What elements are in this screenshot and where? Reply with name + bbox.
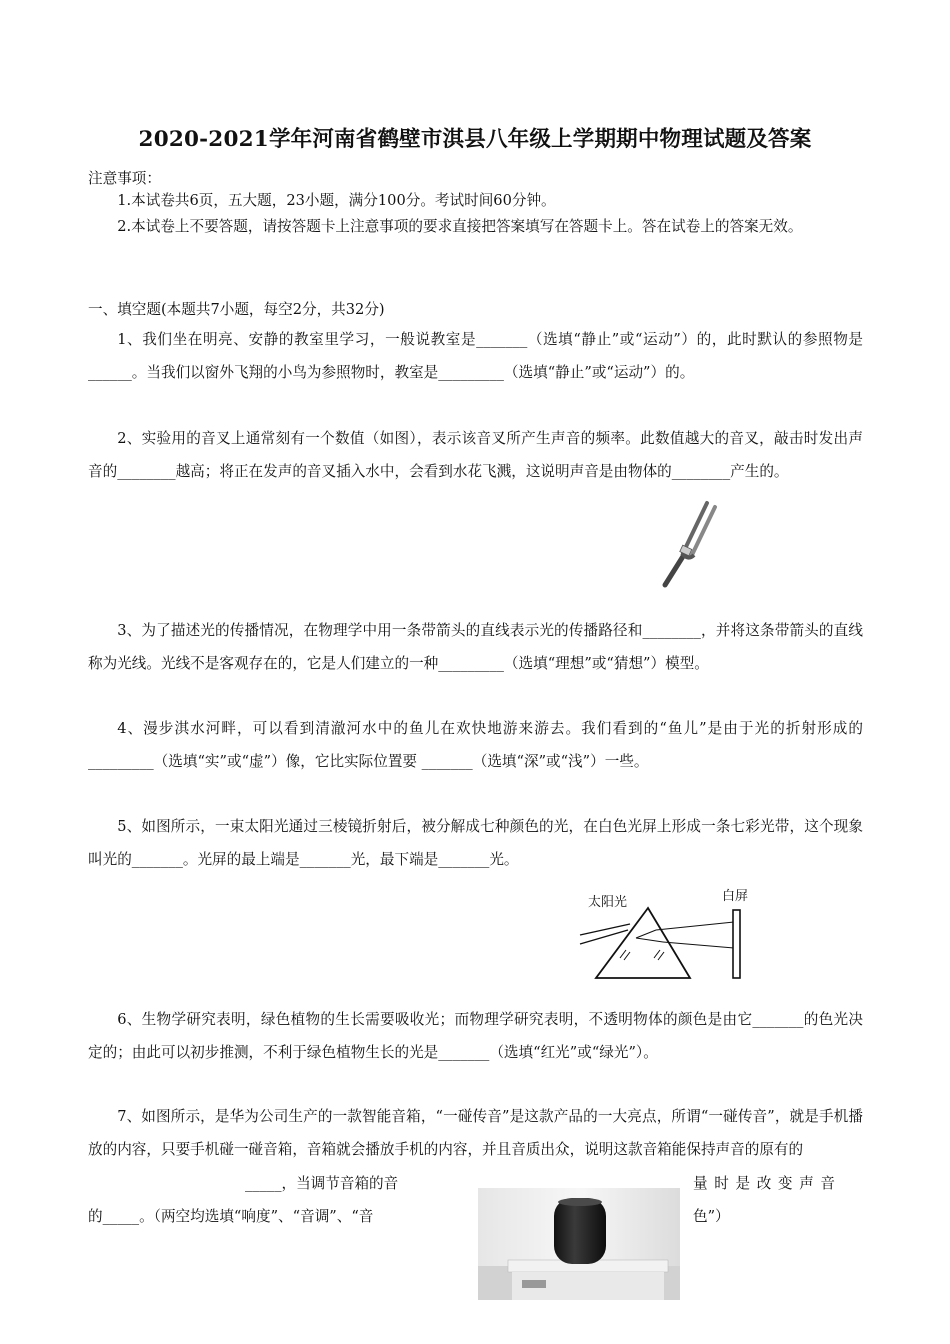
- prism-screen-label: 白屏: [722, 889, 749, 904]
- prism-sun-label: 太阳光: [588, 895, 628, 910]
- question-1: 1、我们坐在明亮、安静的教室里学习，一般说教室是_______（选填“静止”或“运动”）的，此时默认的参照物是______。当我们以窗外飞翔的小鸟为参照物时，教室是_________（选填“静止”或“运动”）的。: [88, 331, 863, 381]
- question-7-line-left-1: _____，当调节音箱的音: [245, 1175, 399, 1192]
- question-7-line-right-2: 色”）: [693, 1208, 730, 1225]
- question-5: 5、如图所示，一束太阳光通过三棱镜折射后，被分解成七种颜色的光，在白色光屏上形成一条七彩光带，这个现象叫光的_______。光屏的最上端是_______光，最下端是_______光。: [88, 818, 863, 868]
- smart-speaker-photo: [478, 1188, 680, 1300]
- question-3: 3、为了描述光的传播情况，在物理学中用一条带箭头的直线表示光的传播路径和________，并将这条带箭头的直线称为光线。光线不是客观存在的，它是人们建立的一种_________（选填“理想”或“猜想”）模型。: [88, 622, 863, 672]
- prism-figure: [578, 900, 753, 990]
- white-screen-icon: [733, 910, 740, 978]
- prism-icon: [580, 908, 734, 978]
- section-heading: 一、填空题(本题共7小题，每空2分，共32分): [88, 301, 385, 318]
- question-4: 4、漫步淇水河畔，可以看到清澈河水中的鱼儿在欢快地游来游去。我们看到的“鱼儿”是由于光的折射形成的_________（选填“实”或“虚”）像，它比实际位置要 _______（选填“深”或“浅”）一些。: [88, 720, 863, 770]
- notice-heading: 注意事项：: [88, 170, 161, 187]
- page-title: 2020-2021学年河南省鹤壁市淇县八年级上学期期中物理试题及答案: [138, 127, 812, 152]
- question-2: 2、实验用的音叉上通常刻有一个数值（如图），表示该音叉所产生声音的频率。此数值越大的音叉，敲击时发出声音的________越高；将正在发声的音叉插入水中，会看到水花飞溅，这说明声音是由物体的________产生的。: [88, 430, 863, 480]
- notice-item-1: 1.本试卷共6页，五大题，23小题，满分100分。考试时间60分钟。: [117, 192, 556, 209]
- question-7-line-right-1: 量 时 是 改 变 声 音: [693, 1175, 836, 1192]
- speaker-icon: [554, 1198, 606, 1264]
- question-7: 7、如图所示，是华为公司生产的一款智能音箱，“一碰传音”是这款产品的一大亮点，所谓“一碰传音”，就是手机播放的内容，只要手机碰一碰音箱，音箱就会播放手机的内容，并且音质出众，说明这款音箱能保持声音的原有的: [88, 1108, 863, 1158]
- notice-item-2: 2.本试卷上不要答题，请按答题卡上注意事项的要求直接把答案填写在答题卡上。答在试卷上的答案无效。: [117, 218, 803, 235]
- question-6: 6、生物学研究表明，绿色植物的生长需要吸收光；而物理学研究表明，不透明物体的颜色是由它_______的色光决定的；由此可以初步推测，不利于绿色植物生长的光是_______（选填“红光”或“绿光”）。: [88, 1011, 863, 1061]
- tuning-fork-figure: [655, 495, 725, 595]
- question-7-line-left-2: 的_____。（两空均选填“响度”、“音调”、“音: [88, 1208, 374, 1225]
- tuning-fork-icon: [665, 503, 715, 585]
